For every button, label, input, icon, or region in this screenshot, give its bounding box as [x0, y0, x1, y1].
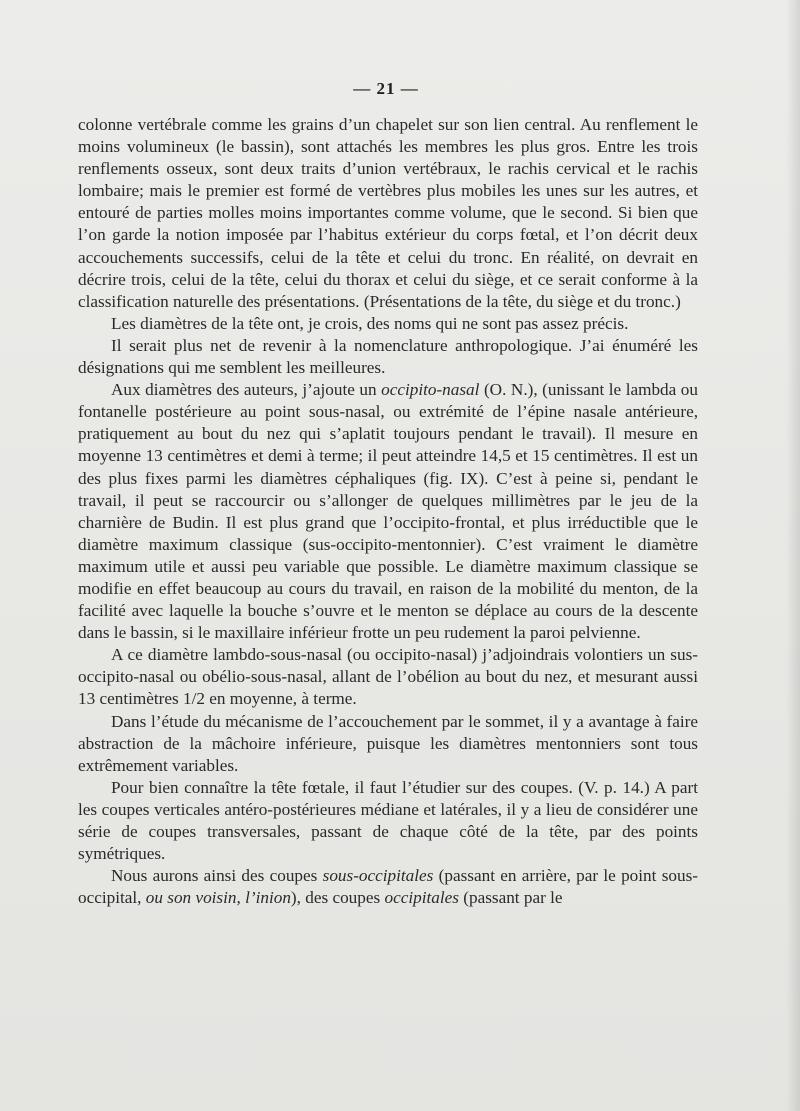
paragraph	[78, 335, 698, 379]
paragraph	[78, 711, 698, 777]
text-run: (passant en arrière, par le point sous-occipital,	[78, 866, 698, 908]
text-run: ), des coupes	[290, 888, 385, 908]
text-run: colonne vertébrale comme les grains d’un chapelet sur son lien central. Au renflement le moins volumineux (le bassin), sont attachés les membres les plus gros. Entre les trois renflements osseux, sont deux traits d’union vertébraux, le rachis cervical et le rachis lombaire; mais le premier est formé de vertèbres plus mobiles les unes sur les autres, et entouré de parties molles moins importantes comme volume, que le second. Si bien que l’on garde la notion imposée par l’habitus extérieur du corps fœtal, et l’on décrit deux accouchements successifs, celui de la tête et celui du tronc. En réalité, on devrait en décrire trois, celui de la tête, celui du thorax et celui du siège, et ce serait conforme à la classification naturelle des présentations. (Présentations de la tête, du siège et du tronc.)	[78, 115, 698, 311]
text-run: (O. N.), (unissant le lambda ou fontanelle postérieure au point sous-nasal, ou extrémité de l’épine nasale antérieure, pratiquement au bout du nez qui s’aplatit toujours pendant le travail). Il mesure en moyenne 13 centimètres et demi à terme; il peut atteindre 14,5 et 15 centimètres. Il est un des plus fixes parmi les diamètres céphaliques (fig. IX). C’est à peine si, pendant le travail, il peut se raccourcir ou s’allonger de quelques millimètres par le jeu de la charnière de Budin. Il est plus grand que l’occipito-frontal, et plus irréductible que le diamètre maximum classique (sus-occipito-mentonnier). C’est vraiment le diamètre maximum utile et aussi peu variable que possible. Le diamètre maximum classique se modifie en effet beaucoup au cours du travail, en raison de la mobilité du menton, de la facilité avec laquelle la bouche s’ouvre et le menton se déplace au cours de la descente dans le bassin, si le maxillaire inférieur frotte un peu rudement la paroi pelvienne.	[78, 380, 698, 643]
text-run: Nous aurons ainsi des coupes	[111, 866, 323, 886]
italic-term: occipitales	[384, 888, 459, 908]
italic-term: ou son voisin, l’inion	[145, 888, 291, 908]
page-number: — 21 —	[353, 79, 419, 98]
paragraph	[78, 379, 698, 644]
text-run: Les diamètres de la tête ont, je crois, des noms qui ne sont pas assez précis.	[111, 313, 629, 333]
paragraph	[78, 777, 698, 865]
text-run: Aux diamètres des auteurs, j’ajoute un	[111, 380, 382, 400]
paragraph	[78, 644, 698, 710]
text-run: Il serait plus net de revenir à la nomenclature anthropologique. J’ai énuméré les désignations qui me semblent les meilleures.	[78, 335, 698, 378]
text-run: Pour bien connaître la tête fœtale, il faut l’étudier sur des coupes. (V. p. 14.) A part les coupes verticales antéro-postérieures médiane et latérales, il y a lieu de considérer une série de coupes transversales, passant de chaque côté de la tête, par des points symétriques.	[78, 777, 698, 864]
text-run: Dans l’étude du mécanisme de l’accouchement par le sommet, il y a avantage à faire abstraction de la mâchoire inférieure, puisque les diamètres mentonniers sont tous extrêmement variables.	[78, 711, 698, 775]
paragraph	[78, 313, 698, 335]
paragraph	[78, 114, 698, 313]
text-run: (passant par le	[458, 888, 563, 908]
text-run: A ce diamètre lambdo-sous-nasal (ou occipito-nasal) j’adjoindrais volontiers un sus-occipito-nasal ou obélio-sous-nasal, allant de l’obélion au bout du nez, et mesurant aussi 13 centimètres 1/2 en moyenne, à terme.	[78, 645, 698, 709]
paragraph	[78, 865, 698, 909]
body-text	[78, 114, 698, 909]
page-edge-shadow	[786, 0, 800, 1111]
italic-term: sous-occipitales	[322, 866, 434, 886]
italic-term: occipito-nasal	[381, 380, 480, 400]
